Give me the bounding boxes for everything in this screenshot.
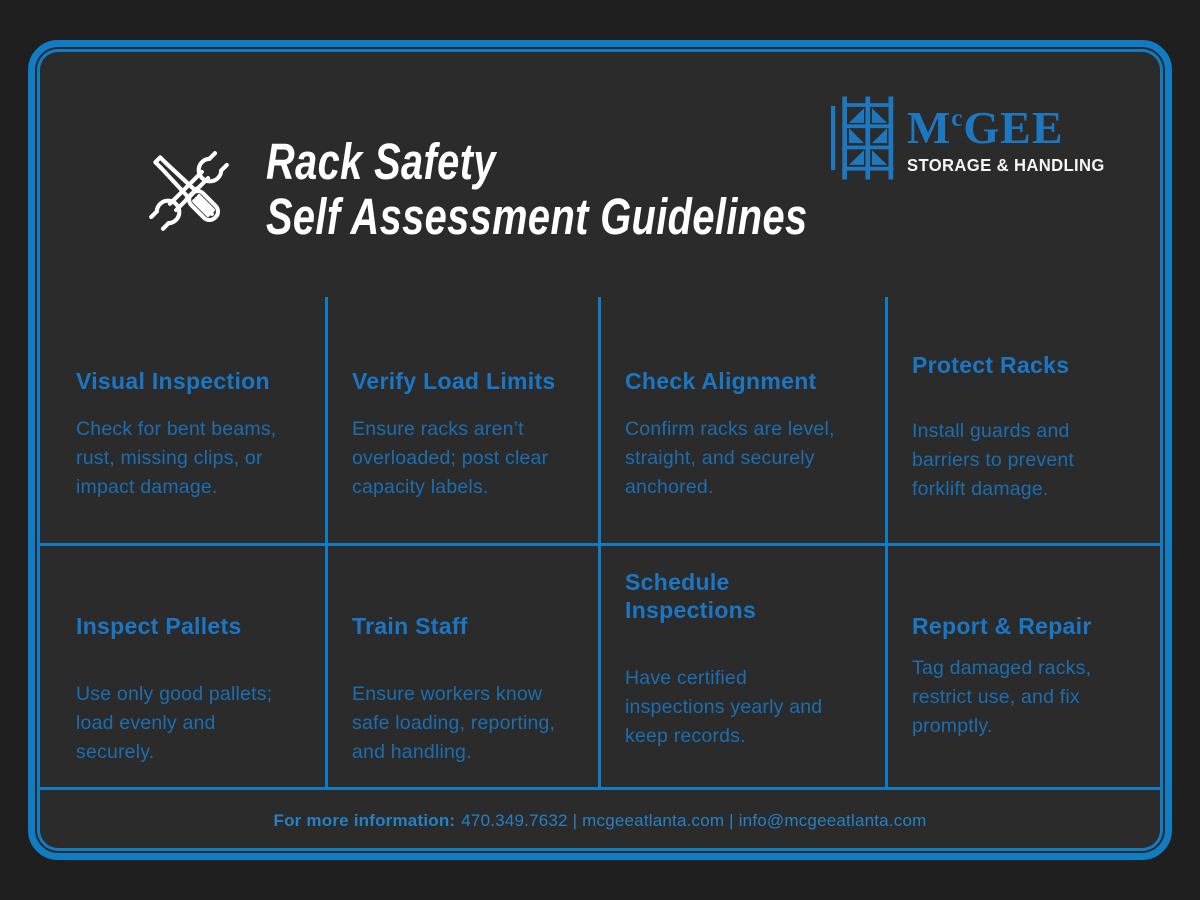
card-title: Inspect Pallets <box>76 613 242 639</box>
card-body: Install guards and barriers to prevent forklift damage. <box>912 420 1075 500</box>
brand-text <box>907 96 1115 176</box>
pallet-rack-icon <box>831 96 897 180</box>
card-title: Schedule Inspections <box>625 569 757 623</box>
footer-contacts: 470.349.7632 | mcgeeatlanta.com | info@mcgeeatlanta.com <box>461 810 927 830</box>
card-visual-inspection <box>40 297 325 543</box>
card-report-repair <box>885 543 1160 790</box>
brand-name-gee: GEE <box>963 102 1064 153</box>
card-title: Train Staff <box>352 613 468 639</box>
screwdriver-wrench-icon <box>140 142 238 240</box>
brand-name-c: c <box>951 105 964 132</box>
card-body: Tag damaged racks, restrict use, and fix promptly. <box>912 657 1092 737</box>
card-title: Verify Load Limits <box>352 368 556 394</box>
card-body: Confirm racks are level, straight, and securely anchored. <box>625 418 835 498</box>
card-body: Have certified inspections yearly and keep records. <box>625 667 823 747</box>
brand-name-m: M <box>906 102 952 153</box>
footer-label: For more information: <box>273 810 456 830</box>
guidelines-grid <box>40 297 1160 790</box>
poster-frame <box>28 40 1172 860</box>
poster-content <box>40 52 1160 848</box>
card-schedule-inspections <box>598 543 885 790</box>
card-title: Protect Racks <box>912 352 1070 378</box>
brand-name <box>907 96 1115 151</box>
page-title-line2: Self Assessment Guidelines <box>266 188 808 245</box>
card-body: Check for bent beams, rust, missing clips, or impact damage. <box>76 418 277 498</box>
card-protect-racks <box>885 297 1160 543</box>
card-title: Report & Repair <box>912 613 1092 639</box>
card-title: Visual Inspection <box>76 368 270 394</box>
brand-tagline: STORAGE & HANDLING <box>906 155 1105 175</box>
footer <box>40 793 1160 848</box>
card-body: Ensure workers know safe loading, reporting, and handling. <box>352 683 556 763</box>
card-title: Check Alignment <box>625 368 817 394</box>
card-verify-load-limits <box>325 297 598 543</box>
page-title-line1: Rack Safety <box>266 133 496 190</box>
card-inspect-pallets <box>40 543 325 790</box>
card-train-staff <box>325 543 598 790</box>
card-check-alignment <box>598 297 885 543</box>
brand-logo <box>831 96 1115 180</box>
card-body: Ensure racks aren’t overloaded; post clear capacity labels. <box>352 418 549 498</box>
card-body: Use only good pallets; load evenly and securely. <box>76 683 273 763</box>
page-title <box>266 134 807 244</box>
